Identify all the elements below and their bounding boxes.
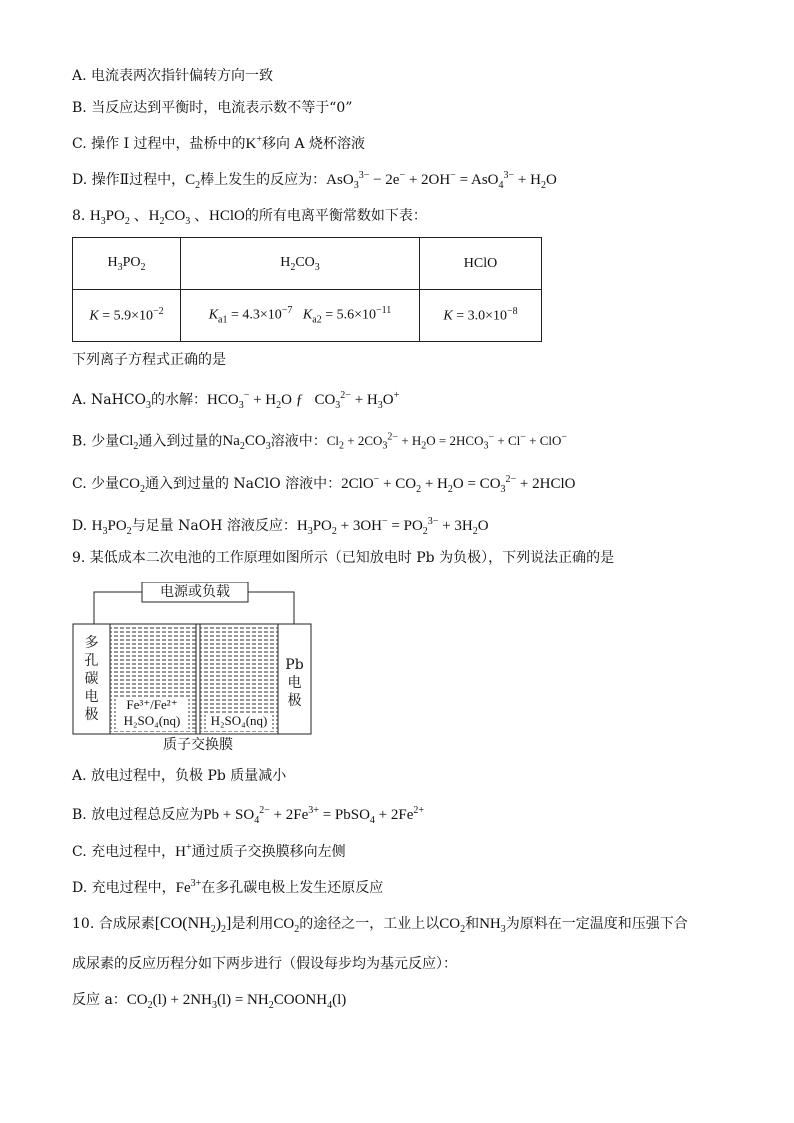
left-solution-label: Fe³⁺/Fe²⁺ H₂SO₄(nq) bbox=[123, 697, 181, 728]
q10-reaction-a: 反应 a：$CO_2(l) + 2NH_3(l)$ = $NH_2COONH_4(l)$ bbox=[72, 992, 347, 1011]
carbon-electrode-label: 多 孔 碳 电 极 bbox=[84, 635, 99, 723]
q9-option-b: B. 放电过程总反应为$Pb + SO_4^{2-} + 2Fe^{3+}$ = PbSO$_4$ + $2Fe^{2+}$ bbox=[72, 805, 425, 826]
q10-stem-line2: 成尿素的反应历程分如下两步进行（假设每步均为基元反应）： bbox=[72, 956, 457, 972]
right-solution-label: H₂SO₄(nq) bbox=[210, 713, 268, 728]
q8-option-d: D. $H_3PO_2$与足量 NaOH 溶液反应：$H_3PO_2 + 3OH^- = PO_2^{3-} + 3H_2O$ bbox=[72, 516, 489, 537]
table-header: HClO bbox=[420, 238, 542, 290]
q8-stem: 8. $H_3PO_2$ 、$H_2CO_3$ 、HClO的所有电离平衡常数如下表： bbox=[72, 208, 427, 227]
constants-table bbox=[72, 237, 542, 342]
pb-electrode-label: Pb 电 极 bbox=[285, 657, 304, 709]
q7-option-a: A. 电流表两次指针偏转方向一致 bbox=[72, 68, 274, 84]
table-cell: $K_{a1} = 4.3\times 10^{-7}$ $K_{a2} = 5.6\times 10^{-11}$ bbox=[181, 290, 420, 342]
membrane-label: 质子交换膜 bbox=[163, 737, 233, 753]
table-cell: $K = 3.0\times 10^{-8}$ bbox=[420, 290, 542, 342]
q8-option-c: C. 少量$CO_2$通入到过量的 NaClO 溶液中：$2ClO^- + CO_2 + H_2O = CO_3^{2-}$ + 2HClO bbox=[72, 474, 576, 495]
q7-option-d: D. 操作Ⅱ过程中，$C_2$棒上发生的反应为：$AsO_3^{3-} - 2e^- + 2OH^- = AsO_4^{3-} + H_2O$ bbox=[72, 170, 557, 191]
q7-option-c: C. 操作 I 过程中，盐桥中的K+移向 A 烧杯溶液 bbox=[72, 134, 366, 152]
table-header: $H_2CO_3$ bbox=[181, 238, 420, 290]
q8-question: 下列离子方程式正确的是 bbox=[72, 352, 226, 368]
q9-option-d: D. 充电过程中，$Fe^{3+}$在多孔碳电极上发生还原反应 bbox=[72, 878, 384, 896]
right-wire bbox=[248, 592, 294, 624]
battery-diagram bbox=[72, 582, 312, 754]
q9-stem: 9. 某低成本二次电池的工作原理如图所示（已知放电时 Pb 为负极），下列说法正确的是 bbox=[72, 550, 615, 566]
q8-option-a: A. NaHCO$_3$的水解：$HCO_3^- + H_2O$ ƒ $CO_3^{2-} + H_3O^+$ bbox=[72, 390, 400, 411]
q10-stem-line1: 10. 合成尿素$[CO(NH_2)_2]$是利用$CO_2$的途径之一，工业上以$CO_2$和$NH_3$为原料在一定温度和压强下合 bbox=[72, 915, 688, 936]
q9-option-a: A. 放电过程中，负极 Pb 质量减小 bbox=[72, 768, 287, 784]
q8-option-b: B. 少量$Cl_2$通入到过量的$Na_2CO_3$溶液中：$Cl_2 + 2CO_3^{2-} + H_2O = 2HCO_3^- + Cl^- + ClO^-$ bbox=[72, 432, 568, 453]
left-wire bbox=[94, 592, 142, 624]
table-cell: $K = 5.9\times 10^{-2}$ bbox=[73, 290, 181, 342]
q9-option-c: C. 充电过程中，H+通过质子交换膜移向左侧 bbox=[72, 842, 346, 860]
power-source-label: 电源或负载 bbox=[160, 584, 230, 600]
table-header: $H_3PO_2$ bbox=[73, 238, 181, 290]
q7-option-b: B. 当反应达到平衡时，电流表示数不等于“0” bbox=[72, 100, 353, 116]
